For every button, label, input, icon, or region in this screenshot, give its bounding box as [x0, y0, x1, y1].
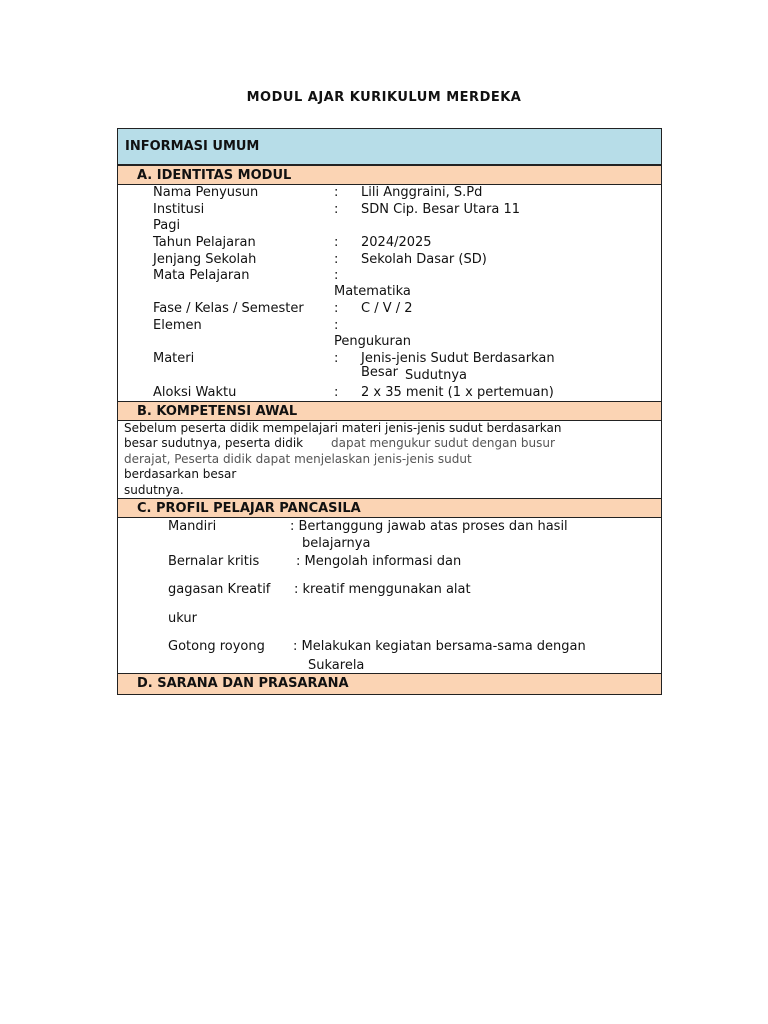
section-profil-pelajar-pancasila: C. PROFIL PELAJAR PANCASILA — [118, 498, 661, 518]
institusi-value-cont: Pagi — [153, 218, 181, 233]
mandiri-label: Mandiri — [168, 519, 217, 534]
colon: : — [334, 252, 339, 267]
elemen-label: Elemen — [153, 318, 202, 333]
colon: : — [334, 202, 339, 217]
materi-label: Materi — [153, 351, 195, 366]
materi-value-cont-b: Sudutnya — [405, 368, 467, 383]
gotong-royong-value-cont: Sukarela — [308, 658, 365, 673]
kompetensi-line-3: derajat, Peserta didik dapat menjelaskan jenis-jenis sudut — [124, 452, 472, 466]
materi-value: Jenis-jenis Sudut Berdasarkan — [361, 351, 555, 366]
kreatif-value: : kreatif menggunakan alat — [294, 582, 471, 597]
mata-pelajaran-label: Mata Pelajaran — [153, 268, 250, 283]
gotong-royong-value: : Melakukan kegiatan bersama-sama dengan — [293, 639, 586, 654]
informasi-umum-header: INFORMASI UMUM — [118, 129, 661, 165]
kreatif-value-cont: ukur — [168, 611, 197, 626]
colon: : — [334, 301, 339, 316]
bernalar-kritis-value: : Mengolah informasi dan — [296, 554, 462, 569]
gotong-royong-label: Gotong royong — [168, 639, 265, 654]
kompetensi-line-2a: besar sudutnya, peserta didik — [124, 436, 304, 450]
colon: : — [334, 235, 339, 250]
materi-value-cont-a: Besar — [361, 365, 399, 380]
nama-penyusun-label: Nama Penyusun — [153, 185, 259, 200]
alokasi-waktu-label: Aloksi Waktu — [153, 385, 237, 400]
section-identitas-modul: A. IDENTITAS MODUL — [118, 165, 661, 185]
fase-kelas-semester-label: Fase / Kelas / Semester — [153, 301, 304, 316]
colon: : — [334, 351, 339, 366]
module-table — [117, 128, 662, 695]
jenjang-sekolah-label: Jenjang Sekolah — [153, 252, 257, 267]
mandiri-value-cont: belajarnya — [302, 536, 371, 551]
tahun-pelajaran-value: 2024/2025 — [361, 235, 432, 250]
elemen-value: Pengukuran — [334, 334, 412, 349]
institusi-value: SDN Cip. Besar Utara 11 — [361, 202, 521, 217]
kompetensi-line-1: Sebelum peserta didik mempelajari materi jenis-jenis sudut berdasarkan — [124, 421, 562, 435]
alokasi-waktu-value: 2 x 35 menit (1 x pertemuan) — [361, 385, 554, 400]
colon: : — [334, 185, 339, 200]
bernalar-kritis-label: Bernalar kritis — [168, 554, 260, 569]
fase-kelas-semester-value: C / V / 2 — [361, 301, 413, 316]
document-title: MODUL AJAR KURIKULUM MERDEKA — [246, 90, 522, 105]
colon: : — [334, 385, 339, 400]
kompetensi-line-4: berdasarkan besar — [124, 467, 237, 481]
jenjang-sekolah-value: Sekolah Dasar (SD) — [361, 252, 487, 267]
tahun-pelajaran-label: Tahun Pelajaran — [153, 235, 256, 250]
colon: : — [334, 268, 339, 283]
kreatif-label: gagasan Kreatif — [168, 582, 271, 597]
mata-pelajaran-value: Matematika — [334, 284, 411, 299]
kompetensi-line-5: sudutnya. — [124, 483, 184, 497]
section-sarana-prasarana: D. SARANA DAN PRASARANA — [118, 673, 661, 694]
nama-penyusun-value: Lili Anggraini, S.Pd — [361, 185, 483, 200]
kompetensi-line-2b: dapat mengukur sudut dengan busur — [331, 436, 555, 450]
colon: : — [334, 318, 339, 333]
institusi-label: Institusi — [153, 202, 205, 217]
mandiri-value: : Bertanggung jawab atas proses dan hasil — [290, 519, 568, 534]
section-kompetensi-awal: B. KOMPETENSI AWAL — [118, 401, 661, 421]
